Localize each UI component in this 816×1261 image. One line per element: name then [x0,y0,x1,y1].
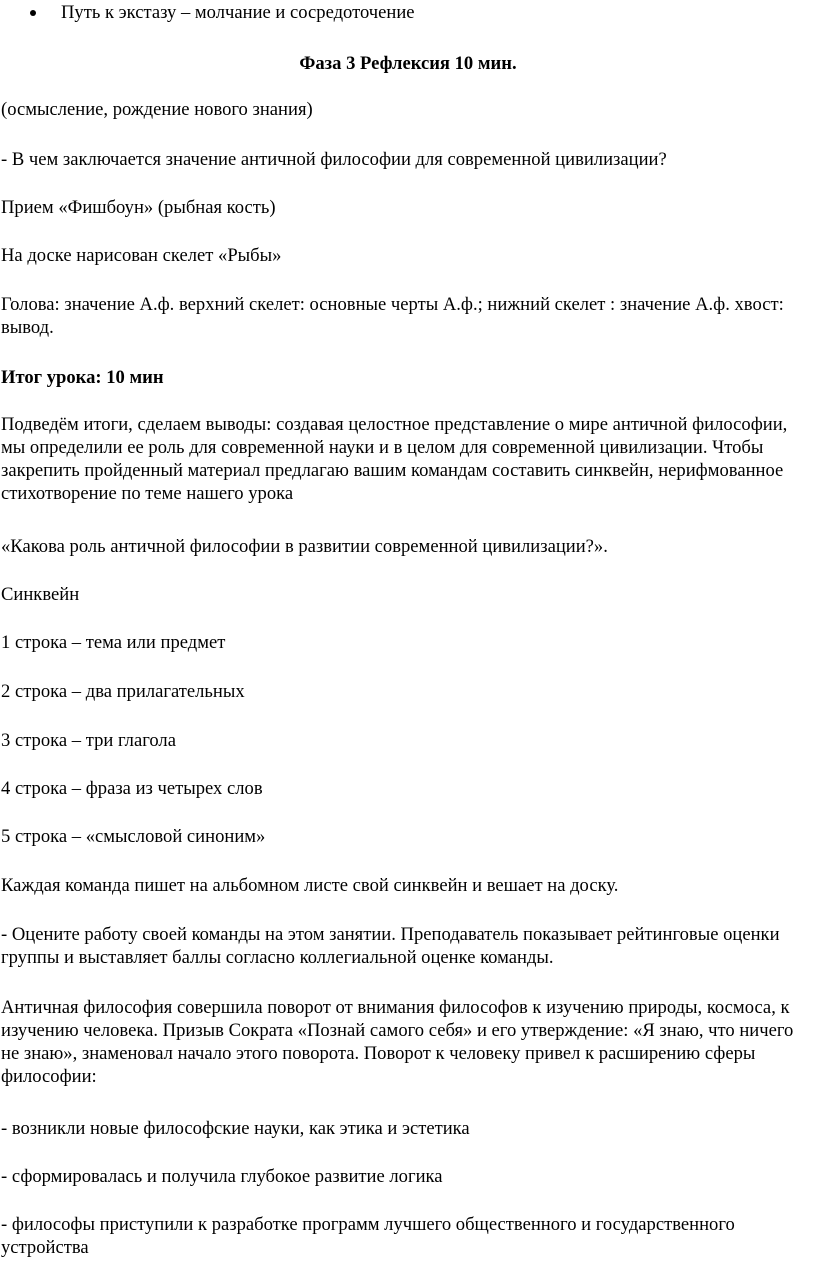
list-item: - философы приступили к разработке программ лучшего общественного и государственного устройства [1,1214,735,1258]
bullet-list-item [0,1,812,24]
paragraph-technique: Прием «Фишбоун» (рыбная кость) [1,197,276,218]
cinquain-line: 4 строка – фраза из четырех слов [1,778,263,799]
paragraph-question: - В чем заключается значение античной философии для современной цивилизации? [1,149,667,170]
paragraph-fish-parts: Голова: значение А.ф. верхний скелет: основные черты А.ф.; нижний скелет : значение А.ф. хвост: вывод. [1,294,784,338]
paragraph-board: На доске нарисован скелет «Рыбы» [1,245,282,266]
paragraph-summary: Подведём итоги, сделаем выводы: создавая целостное представление о мире античной философии, мы определили ее роль для современной науки и в целом для современной цивилизации. Чтобы закрепить пройденный материал предлагаю вашим командам составить синквейн, нерифмованное стихотворение по теме нашего урока [1,414,788,504]
cinquain-line: 2 строка – два прилагательных [1,681,245,702]
cinquain-line: 3 строка – три глагола [1,730,176,751]
bullet-item-text: Путь к экстазу – молчание и сосредоточение [61,2,415,23]
summary-heading: Итог урока: 10 мин [1,367,164,388]
cinquain-line: 5 строка – «смысловой синоним» [1,826,266,847]
paragraph-topic-question: «Какова роль античной философии в развитии современной цивилизации?». [1,536,608,557]
paragraph-evaluate: - Оцените работу своей команды на этом занятии. Преподаватель показывает рейтинговые оценки группы и выставляет баллы согласно коллегиальной оценке команды. [1,924,780,968]
paragraph-cinquain: Синквейн [1,584,80,605]
list-item: - возникли новые философские науки, как этика и эстетика [1,1118,470,1139]
phase-heading: Фаза 3 Рефлексия 10 мин. [299,53,517,74]
list-item: - сформировалась и получила глубокое развитие логика [1,1166,443,1187]
paragraph-each-team: Каждая команда пишет на альбомном листе свой синквейн и вешает на доску. [1,875,619,896]
paragraph-antique-philosophy: Античная философия совершила поворот от внимания философов к изучению природы, космоса, к изучению человека. Призыв Сократа «Познай самого себя» и его утверждение: «Я знаю, что ничего не знаю», знаменовал начало этого поворота. Поворот к человеку привел к расширению сферы философии: [1,997,794,1087]
cinquain-line: 1 строка – тема или предмет [1,632,226,653]
paragraph-meaning: (осмысление, рождение нового знания) [1,99,313,120]
bullet-icon [30,10,36,16]
